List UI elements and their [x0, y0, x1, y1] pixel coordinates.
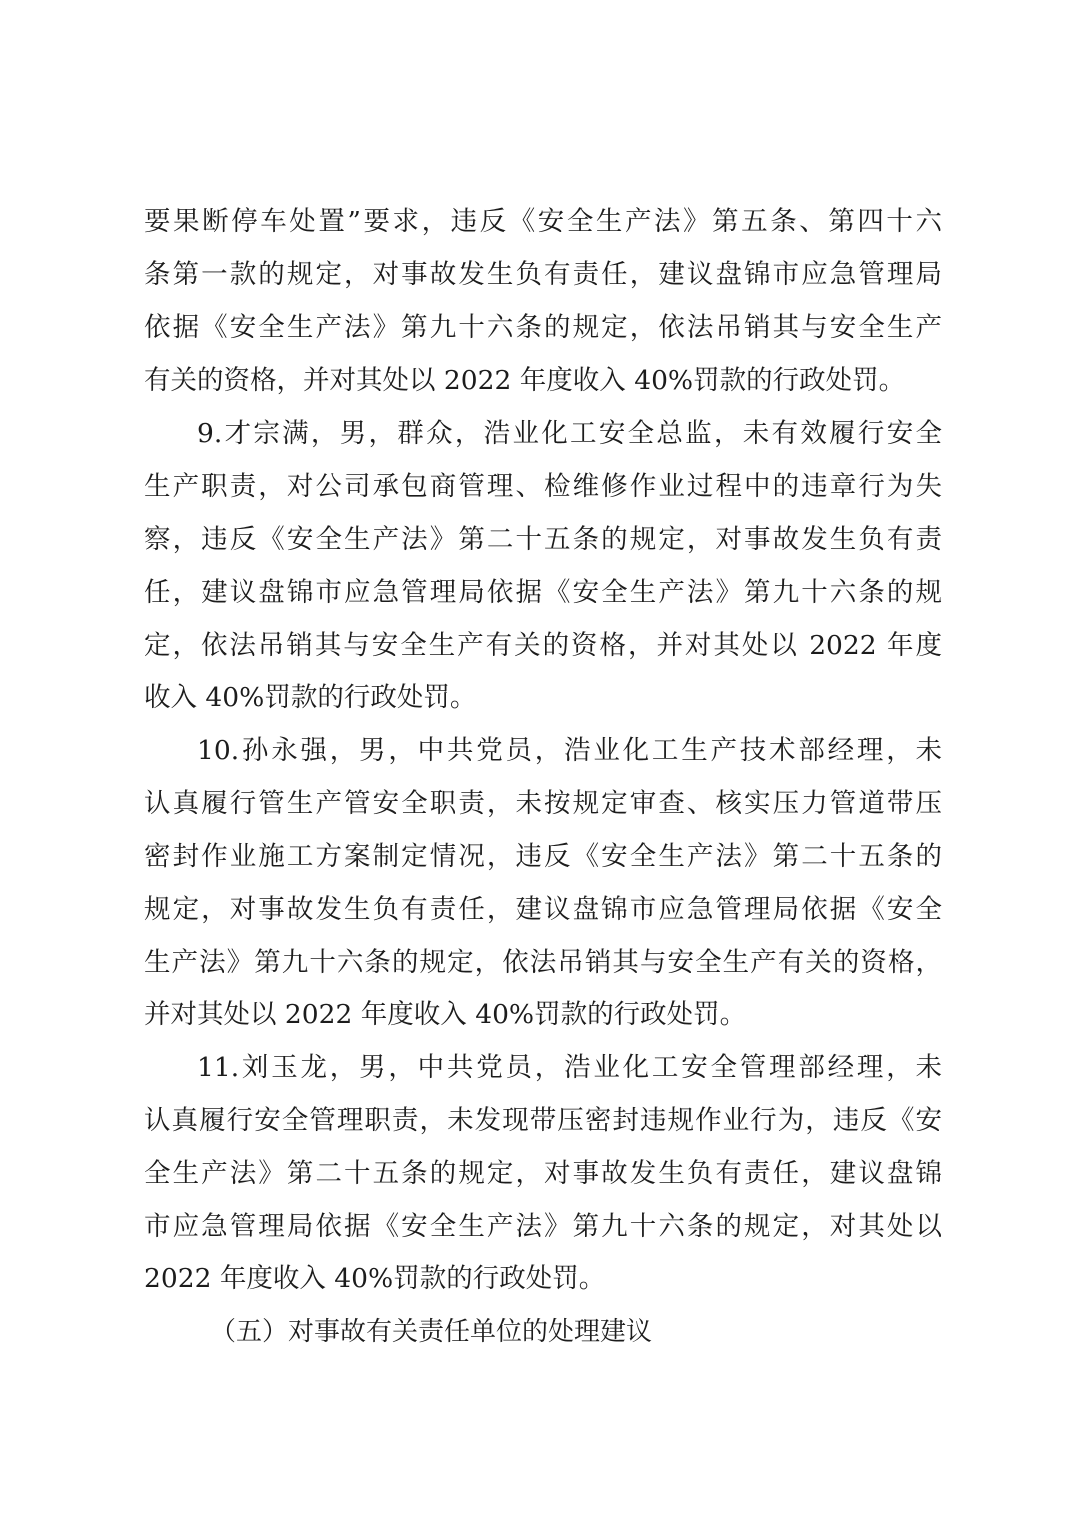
- text-line: 要果断停车处置”要求，违反《安全生产法》第五条、第四十六: [144, 206, 942, 237]
- text-line: 任，建议盘锦市应急管理局依据《安全生产法》第九十六条的规: [144, 577, 942, 608]
- paragraph-start-item-10: 10.孙永强，男，中共党员，浩业化工生产技术部经理，未: [197, 735, 942, 766]
- text-line: 生产法》第九十六条的规定，依法吊销其与安全生产有关的资格，: [144, 947, 942, 978]
- text-line: 收入 40%罚款的行政处罚。: [144, 682, 477, 713]
- paragraph-start-item-9: 9.才宗满，男，群众，浩业化工安全总监，未有效履行安全: [197, 418, 942, 449]
- text-line: 认真履行安全管理职责，未发现带压密封违规作业行为，违反《安: [144, 1105, 942, 1136]
- text-line: 规定，对事故发生负有责任，建议盘锦市应急管理局依据《安全: [144, 894, 942, 925]
- section-heading: （五）对事故有关责任单位的处理建议: [210, 1317, 653, 1347]
- paragraph-start-item-11: 11.刘玉龙，男，中共党员，浩业化工安全管理部经理，未: [197, 1052, 942, 1083]
- text-line: 定，依法吊销其与安全生产有关的资格，并对其处以 2022 年度: [144, 630, 942, 661]
- text-line: 条第一款的规定，对事故发生负有责任，建议盘锦市应急管理局: [144, 259, 942, 290]
- text-line: 察，违反《安全生产法》第二十五条的规定，对事故发生负有责: [144, 524, 942, 555]
- text-line: 全生产法》第二十五条的规定，对事故发生负有责任，建议盘锦: [144, 1158, 942, 1189]
- text-line: 生产职责，对公司承包商管理、检维修作业过程中的违章行为失: [144, 471, 942, 502]
- text-line: 密封作业施工方案制定情况，违反《安全生产法》第二十五条的: [144, 841, 942, 872]
- text-line: 依据《安全生产法》第九十六条的规定，依法吊销其与安全生产: [144, 312, 942, 343]
- text-line: 认真履行管生产管安全职责，未按规定审查、核实压力管道带压: [144, 788, 942, 819]
- text-line: 2022 年度收入 40%罚款的行政处罚。: [144, 1263, 606, 1294]
- text-line: 并对其处以 2022 年度收入 40%罚款的行政处罚。: [144, 999, 747, 1030]
- text-line: 市应急管理局依据《安全生产法》第九十六条的规定，对其处以: [144, 1211, 942, 1242]
- text-line: 有关的资格，并对其处以 2022 年度收入 40%罚款的行政处罚。: [144, 365, 906, 396]
